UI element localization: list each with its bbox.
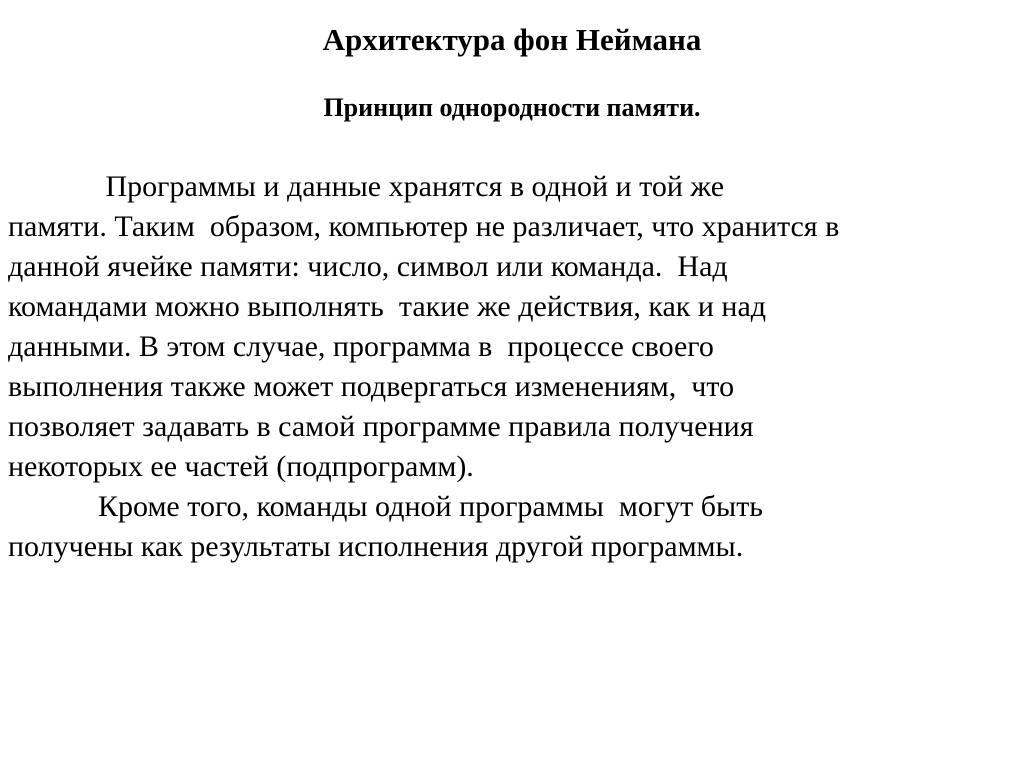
body-line: командами можно выполнять такие же действия, как и над bbox=[8, 290, 767, 323]
body-line: получены как результаты исполнения другой программы. bbox=[8, 530, 744, 563]
body-line: позволяет задавать в самой программе правила получения bbox=[8, 410, 754, 443]
body-line: Программы и данные хранятся в одной и той же bbox=[8, 170, 725, 203]
body-line: Кроме того, команды одной программы могут быть bbox=[8, 490, 763, 523]
slide-title: Архитектура фон Неймана bbox=[322, 22, 702, 57]
body-line: памяти. Таким образом, компьютер не различает, что хранится в bbox=[8, 210, 840, 243]
body-line: данной ячейке памяти: число, символ или команда. Над bbox=[8, 250, 728, 283]
slide-subtitle: Принцип однородности памяти. bbox=[323, 93, 701, 122]
body-text bbox=[8, 167, 1018, 567]
body-line: некоторых ее частей (подпрограмм). bbox=[8, 450, 474, 483]
body-line: данными. В этом случае, программа в процессе своего bbox=[8, 330, 714, 363]
body-line: выполнения также может подвергаться изменениям, что bbox=[8, 370, 735, 403]
